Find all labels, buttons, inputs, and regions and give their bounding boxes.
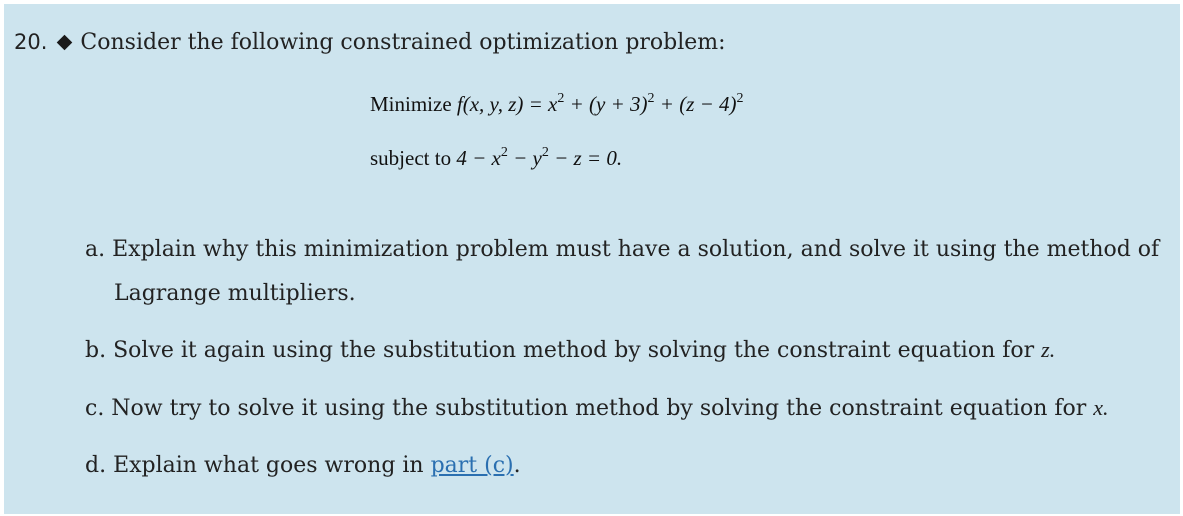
part-a-line2: Lagrange multipliers. [114, 281, 356, 306]
constraint-c: − z = 0. [548, 146, 623, 170]
objective-sup1: 2 [557, 91, 565, 106]
objective-prefix: Minimize [370, 92, 452, 116]
part-b-var: z. [1041, 337, 1056, 362]
part-b [85, 328, 1055, 373]
part-c-var: x. [1093, 395, 1109, 420]
objective-line [370, 92, 744, 117]
part-b-text: b. Solve it again using the substitution method by solving the constraint equation for [85, 338, 1042, 363]
problem-intro: Consider the following constrained optimization problem: [80, 30, 726, 55]
part-c-text: c. Now try to solve it using the substitution method by solving the constraint equation for [85, 396, 1094, 421]
objective-sup2: 2 [647, 91, 655, 106]
part-c [85, 386, 1109, 431]
objective-sup3: 2 [736, 91, 744, 106]
part-d-text: d. Explain what goes wrong in [85, 453, 431, 478]
constraint-sup2: 2 [541, 145, 549, 160]
problem-header [14, 26, 726, 59]
constraint-prefix: subject to [370, 146, 457, 170]
diamond-icon [57, 34, 73, 50]
part-d [85, 444, 521, 488]
part-c-link[interactable]: part (c) [430, 453, 514, 478]
part-d-end: . [513, 453, 521, 478]
constraint-a: 4 − x [456, 146, 501, 170]
problem-number: 20. [14, 30, 48, 54]
constraint-line [370, 146, 622, 171]
constraint-b: − y [507, 146, 542, 170]
objective-mid1: + (y + 3) [564, 92, 648, 116]
objective-mid2: + (z − 4) [654, 92, 737, 116]
constraint-sup1: 2 [500, 145, 508, 160]
part-a-line1: a. Explain why this minimization problem must have a solution, and solve it using the method of [85, 237, 1160, 262]
objective-func: f(x, y, z) = x [456, 92, 558, 116]
problem-panel [4, 4, 1180, 514]
